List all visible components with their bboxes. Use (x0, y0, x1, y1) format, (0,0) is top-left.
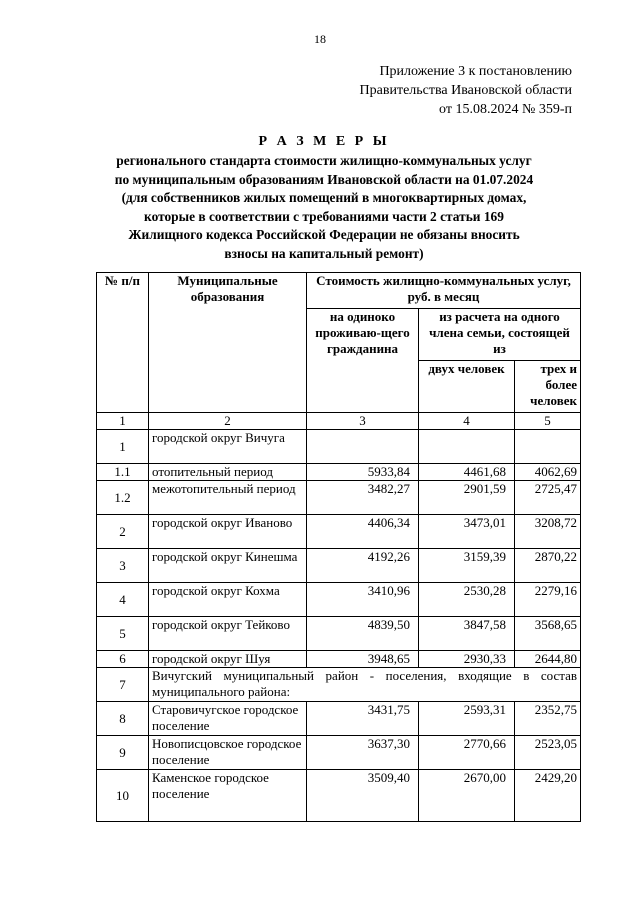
row-value-two: 4461,68 (419, 464, 515, 481)
row-value-three (515, 430, 581, 464)
table-row (97, 464, 581, 481)
row-value-single: 4406,34 (307, 515, 419, 549)
row-value-two: 2670,00 (419, 770, 515, 822)
title-line: (для собственников жилых помещений в многоквартирных домах, (121, 190, 527, 206)
row-value-two: 2593,31 (419, 702, 515, 736)
row-name: отопительный период (149, 464, 307, 481)
row-value-two: 3159,39 (419, 549, 515, 583)
table-row (97, 430, 581, 464)
row-name: Каменское городское поселение (149, 770, 307, 822)
row-num: 1.2 (97, 481, 149, 515)
row-value-single: 3637,30 (307, 736, 419, 770)
row-value-three: 2870,22 (515, 549, 581, 583)
appendix-note (272, 62, 572, 119)
header-single: на одиноко проживаю-щего гражданина (307, 309, 419, 413)
row-value-two: 2930,33 (419, 651, 515, 668)
table-row (97, 549, 581, 583)
table-row (97, 702, 581, 736)
row-num: 7 (97, 668, 149, 702)
title-line: по муниципальным образованиям Ивановской области на 01.07.2024 (114, 171, 534, 187)
row-num: 8 (97, 702, 149, 736)
row-value-single: 3431,75 (307, 702, 419, 736)
row-num: 10 (97, 770, 149, 822)
title-line: регионального стандарта стоимости жилищно-коммунальных услуг (116, 153, 532, 168)
document-title (96, 132, 552, 264)
row-value-three: 2352,75 (515, 702, 581, 736)
row-value-two: 3473,01 (419, 515, 515, 549)
row-value-two: 2770,66 (419, 736, 515, 770)
col-number: 5 (515, 413, 581, 430)
row-value-two: 3847,58 (419, 617, 515, 651)
row-value-three: 3568,65 (515, 617, 581, 651)
appendix-line: от 15.08.2024 № 359-п (439, 102, 572, 117)
header-cost: Стоимость жилищно-коммунальных услуг, руб. в месяц (307, 273, 581, 309)
appendix-line: Правительства Ивановской области (359, 83, 572, 98)
row-value-single: 5933,84 (307, 464, 419, 481)
row-name-wide: Вичугский муниципальный район - поселения, входящие в состав муниципального района: (149, 668, 581, 702)
row-value-single: 3482,27 (307, 481, 419, 515)
row-name: Новописцовское городское поселение (149, 736, 307, 770)
row-value-single: 4839,50 (307, 617, 419, 651)
table-row (97, 583, 581, 617)
row-name: городской округ Кинешма (149, 549, 307, 583)
row-num: 1.1 (97, 464, 149, 481)
table-header (97, 273, 581, 430)
header-municipality: Муниципальные образования (149, 273, 307, 413)
table-row (97, 651, 581, 668)
row-name: городской округ Шуя (149, 651, 307, 668)
row-value-three: 2279,16 (515, 583, 581, 617)
title-line: которые в соответствии с требованиями части 2 статьи 169 (144, 208, 504, 224)
appendix-line: Приложение 3 к постановлению (379, 64, 572, 79)
row-name: городской округ Иваново (149, 515, 307, 549)
row-name: городской округ Кохма (149, 583, 307, 617)
col-number: 3 (307, 413, 419, 430)
table-row (97, 515, 581, 549)
header-three: трех и более человек (515, 361, 581, 413)
table-row (97, 736, 581, 770)
row-num: 9 (97, 736, 149, 770)
row-num: 5 (97, 617, 149, 651)
col-number: 4 (419, 413, 515, 430)
row-num: 6 (97, 651, 149, 668)
page-number: 18 (314, 32, 326, 46)
header-two: двух человек (419, 361, 515, 413)
row-name: городской округ Тейково (149, 617, 307, 651)
row-value-two (419, 430, 515, 464)
row-value-single: 3509,40 (307, 770, 419, 822)
table-row (97, 617, 581, 651)
header-per-member: из расчета на одного члена семьи, состоящей из (419, 309, 581, 361)
table-row (97, 770, 581, 822)
row-num: 3 (97, 549, 149, 583)
title-line: Жилищного кодекса Российской Федерации не обязаны вносить (128, 227, 520, 243)
header-num: № п/п (97, 273, 149, 413)
row-value-three: 2725,47 (515, 481, 581, 515)
row-value-single: 3410,96 (307, 583, 419, 617)
title-line: взносы на капитальный ремонт) (224, 245, 424, 261)
row-value-three: 3208,72 (515, 515, 581, 549)
row-value-three: 2523,05 (515, 736, 581, 770)
row-name: Старовичугское городское поселение (149, 702, 307, 736)
row-value-single: 4192,26 (307, 549, 419, 583)
col-number: 2 (149, 413, 307, 430)
row-value-single (307, 430, 419, 464)
table-body (97, 430, 581, 822)
row-value-three: 2644,80 (515, 651, 581, 668)
row-value-two: 2901,59 (419, 481, 515, 515)
row-name: городской округ Вичуга (149, 430, 307, 464)
row-value-three: 2429,20 (515, 770, 581, 822)
row-value-single: 3948,65 (307, 651, 419, 668)
row-value-three: 4062,69 (515, 464, 581, 481)
table-row (97, 481, 581, 515)
row-value-two: 2530,28 (419, 583, 515, 617)
row-num: 2 (97, 515, 149, 549)
row-num: 1 (97, 430, 149, 464)
title-heading: Р А З М Е Р Ы (258, 134, 390, 149)
row-num: 4 (97, 583, 149, 617)
table-row (97, 668, 581, 702)
row-name: межотопительный период (149, 481, 307, 515)
col-number: 1 (97, 413, 149, 430)
cost-table (96, 272, 581, 822)
